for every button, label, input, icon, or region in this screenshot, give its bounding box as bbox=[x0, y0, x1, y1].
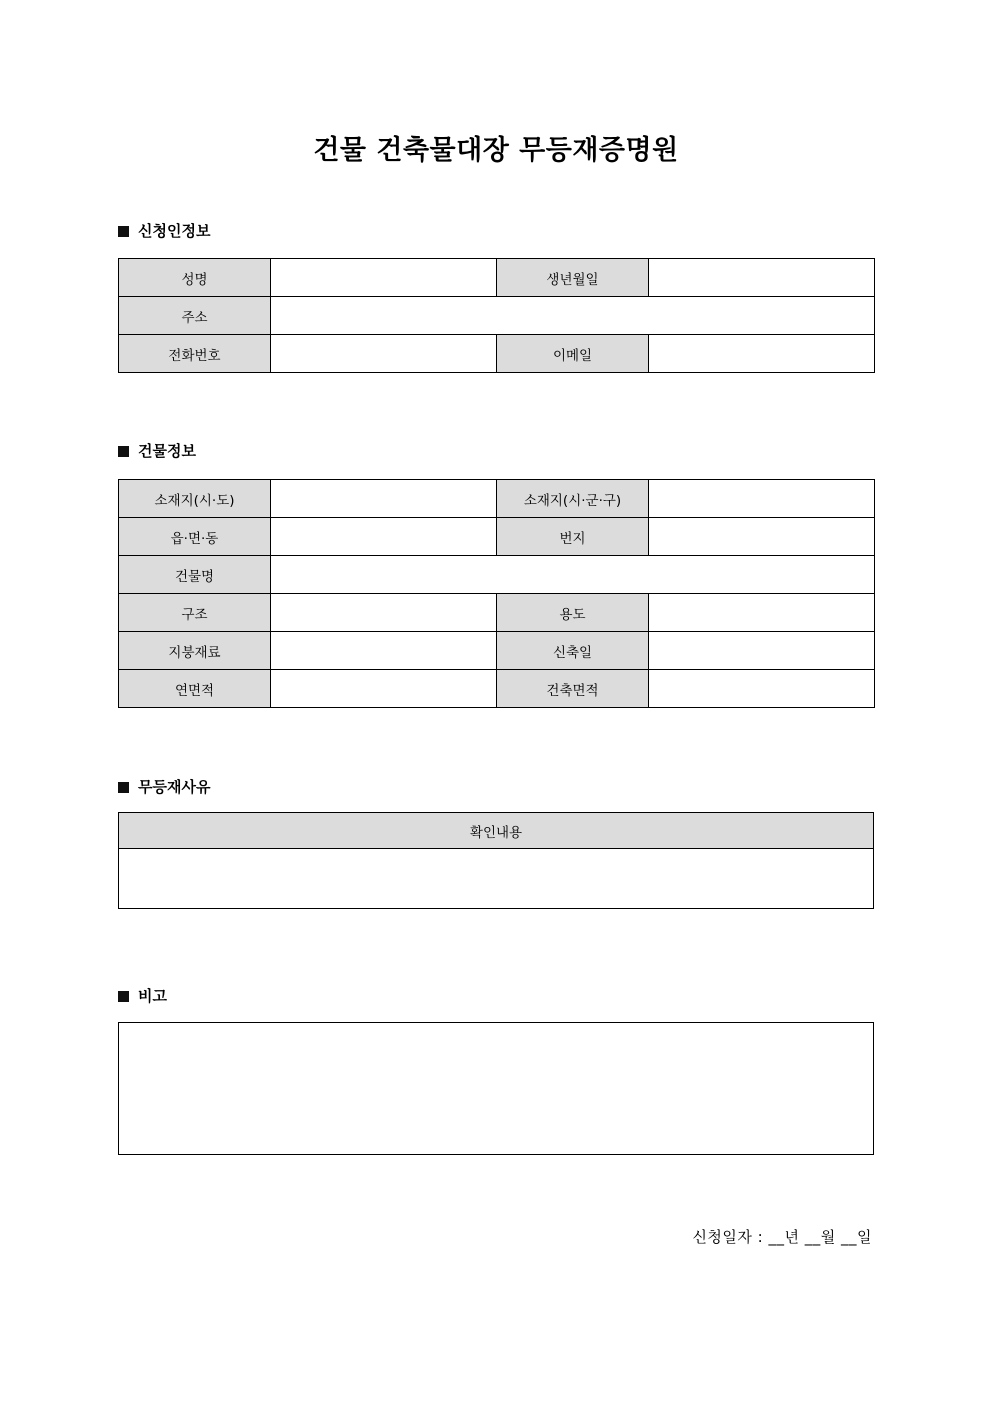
section-header-remarks bbox=[118, 989, 167, 1004]
table-row bbox=[119, 849, 874, 909]
field-label-phone: 전화번호 bbox=[119, 335, 271, 373]
field-input-usage[interactable] bbox=[649, 594, 875, 632]
field-label-name: 성명 bbox=[119, 259, 271, 297]
field-label-address: 주소 bbox=[119, 297, 271, 335]
page-title: 건물 건축물대장 무등재증명원 bbox=[313, 135, 679, 166]
field-input-name[interactable] bbox=[271, 259, 497, 297]
field-input-structure[interactable] bbox=[271, 594, 497, 632]
table-row bbox=[119, 670, 875, 708]
table-row bbox=[119, 518, 875, 556]
table-row bbox=[119, 335, 875, 373]
field-input-address[interactable] bbox=[271, 297, 875, 335]
field-input-roof-material[interactable] bbox=[271, 632, 497, 670]
field-label-construction-date: 신축일 bbox=[497, 632, 649, 670]
field-label-birthdate: 생년월일 bbox=[497, 259, 649, 297]
section-header-applicant bbox=[118, 224, 210, 239]
table-row bbox=[119, 632, 875, 670]
square-bullet-icon bbox=[118, 782, 129, 793]
square-bullet-icon bbox=[118, 226, 129, 237]
section-header-reason bbox=[118, 780, 210, 795]
remarks-content-field[interactable] bbox=[118, 1022, 874, 1155]
field-label-total-floor-area: 연면적 bbox=[119, 670, 271, 708]
field-input-total-floor-area[interactable] bbox=[271, 670, 497, 708]
field-input-birthdate[interactable] bbox=[649, 259, 875, 297]
application-date-line: 신청일자 : __년 __월 __일 bbox=[692, 1228, 872, 1246]
field-label-location-sido: 소재지(시·도) bbox=[119, 480, 271, 518]
table-row bbox=[119, 259, 875, 297]
field-input-lot-number[interactable] bbox=[649, 518, 875, 556]
field-label-location-sigungu: 소재지(시·군·구) bbox=[497, 480, 649, 518]
square-bullet-icon bbox=[118, 991, 129, 1002]
section-header-building-label: 건물정보 bbox=[138, 442, 196, 460]
field-input-location-sido[interactable] bbox=[271, 480, 497, 518]
reason-content-field[interactable] bbox=[119, 849, 874, 909]
field-input-eup-myeon-dong[interactable] bbox=[271, 518, 497, 556]
field-input-phone[interactable] bbox=[271, 335, 497, 373]
field-label-lot-number: 번지 bbox=[497, 518, 649, 556]
reason-table bbox=[118, 812, 874, 909]
field-label-building-name: 건물명 bbox=[119, 556, 271, 594]
field-label-usage: 용도 bbox=[497, 594, 649, 632]
field-input-building-name[interactable] bbox=[271, 556, 875, 594]
field-input-location-sigungu[interactable] bbox=[649, 480, 875, 518]
table-row bbox=[119, 480, 875, 518]
field-label-structure: 구조 bbox=[119, 594, 271, 632]
field-label-eup-myeon-dong: 읍·면·동 bbox=[119, 518, 271, 556]
table-row bbox=[119, 556, 875, 594]
square-bullet-icon bbox=[118, 446, 129, 457]
field-label-building-area: 건축면적 bbox=[497, 670, 649, 708]
section-header-building bbox=[118, 444, 196, 459]
field-input-email[interactable] bbox=[649, 335, 875, 373]
field-input-construction-date[interactable] bbox=[649, 632, 875, 670]
section-header-remarks-label: 비고 bbox=[138, 987, 167, 1005]
table-row bbox=[119, 594, 875, 632]
field-label-roof-material: 지붕재료 bbox=[119, 632, 271, 670]
field-label-email: 이메일 bbox=[497, 335, 649, 373]
table-row bbox=[119, 813, 874, 849]
table-row bbox=[119, 297, 875, 335]
section-header-applicant-label: 신청인정보 bbox=[138, 222, 211, 240]
reason-column-header: 확인내용 bbox=[119, 813, 874, 849]
section-header-reason-label: 무등재사유 bbox=[138, 778, 211, 796]
field-input-building-area[interactable] bbox=[649, 670, 875, 708]
building-info-table bbox=[118, 479, 875, 708]
applicant-info-table bbox=[118, 258, 875, 373]
